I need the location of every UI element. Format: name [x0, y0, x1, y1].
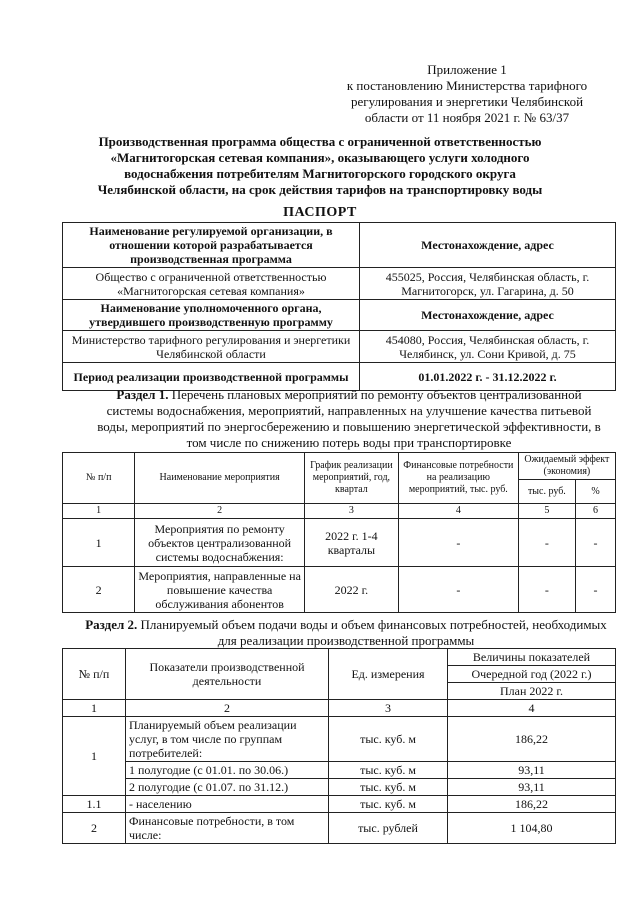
col-num: № п/п [63, 649, 126, 700]
section1-heading [96, 387, 602, 451]
table-row-unit: тыс. куб. м [329, 762, 448, 779]
appendix-line: области от 11 ноября 2021 г. № 63/37 [364, 110, 570, 125]
col-number: 6 [575, 504, 615, 519]
table-row-value: 186,22 [448, 717, 616, 762]
table-row-value: 186,22 [448, 796, 616, 813]
col-finance: Финансовые потребности на реализацию мероприятий, тыс. руб. [398, 453, 518, 504]
table-row-finance: - [398, 519, 518, 567]
document-title: Производственная программа общества с ограниченной ответственностью «Магнитогорская сетевая компания», оказывающего услуги холодного водоснабжения потребителям Магнитогорского городского округа Челябинской области, на срок действия тарифов на транспортировку воды [97, 134, 543, 197]
col-number: 3 [329, 700, 448, 717]
period-value: 01.01.2022 г. - 31.12.2022 г. [360, 363, 616, 391]
table-row-unit: тыс. рублей [329, 813, 448, 844]
col-number: 1 [63, 700, 126, 717]
authority-address: 454080, Россия, Челябинская область, г. Челябинск, ул. Сони Кривой, д. 75 [360, 331, 616, 363]
col-indicators: Показатели производственной деятельности [126, 649, 329, 700]
table-row-name: Мероприятия, направленные на повышение качества обслуживания абонентов [135, 567, 305, 613]
col-effect-rub: тыс. руб. [518, 480, 575, 504]
table-row-name: 2 полугодие (с 01.07. по 31.12.) [126, 779, 329, 796]
col-number: 4 [398, 504, 518, 519]
org-name: Общество с ограниченной ответственностью «Магнитогорская сетевая компания» [63, 268, 360, 300]
authority-name: Министерство тарифного регулирования и энергетики Челябинской области [63, 331, 360, 363]
section2-table [62, 648, 616, 844]
col-values: Величины показателей [448, 649, 616, 666]
authority-header: Наименование уполномоченного органа, утвердившего производственную программу [63, 300, 360, 331]
section1-table [62, 452, 616, 613]
table-row-name: Планируемый объем реализации услуг, в том числе по группам потребителей: [126, 717, 329, 762]
col-number: 1 [63, 504, 135, 519]
table-row-schedule: 2022 г. 1-4 кварталы [304, 519, 398, 567]
appendix-line: Приложение 1 [427, 62, 507, 77]
section2-number: Раздел 2. [85, 617, 138, 632]
col-effect: Ожидаемый эффект (экономия) [518, 453, 615, 480]
period-header: Период реализации производственной программы [63, 363, 360, 391]
col-next-year: Очередной год (2022 г.) [448, 666, 616, 683]
table-row-pct: - [575, 567, 615, 613]
section2-heading [76, 617, 616, 649]
table-row-unit: тыс. куб. м [329, 796, 448, 813]
col-number: 2 [135, 504, 305, 519]
appendix-line: к постановлению Министерства тарифного [346, 78, 588, 93]
col-number: 2 [126, 700, 329, 717]
table-row-unit: тыс. куб. м [329, 779, 448, 796]
table-row-value: 93,11 [448, 779, 616, 796]
table-row-name: Мероприятия по ремонту объектов централизованной системы водоснабжения: [135, 519, 305, 567]
col-unit: Ед. измерения [329, 649, 448, 700]
table-row-value: 93,11 [448, 762, 616, 779]
table-row-name: - населению [126, 796, 329, 813]
appendix-line: регулирования и энергетики Челябинской [350, 94, 584, 109]
table-row-name: 1 полугодие (с 01.01. по 30.06.) [126, 762, 329, 779]
table-row-value: 1 104,80 [448, 813, 616, 844]
section1-text: Перечень плановых мероприятий по ремонту объектов централизованной системы водоснабжения, мероприятий, направленных на улучшение качества питьевой воды, мероприятий по энергосбережению и повышению энергетической эффективности, в том числе по снижению потерь воды при транспортировке [97, 387, 601, 450]
table-row-unit: тыс. куб. м [329, 717, 448, 762]
table-row-num: 2 [63, 813, 126, 844]
table-row-num: 1 [63, 519, 135, 567]
col-number: 3 [304, 504, 398, 519]
col-schedule: График реализации мероприятий, год, квартал [304, 453, 398, 504]
org-address: 455025, Россия, Челябинская область, г. Магнитогорск, ул. Гагарина, д. 50 [360, 268, 616, 300]
table-row-rub: - [518, 567, 575, 613]
section1-number: Раздел 1. [116, 387, 169, 402]
table-row-num: 2 [63, 567, 135, 613]
location-header: Местонахождение, адрес [360, 223, 616, 268]
table-row-pct: - [575, 519, 615, 567]
table-row-num: 1 [63, 717, 126, 796]
col-name: Наименование мероприятия [135, 453, 305, 504]
table-row-rub: - [518, 519, 575, 567]
table-row-num: 1.1 [63, 796, 126, 813]
col-number: 5 [518, 504, 575, 519]
authority-location-header: Местонахождение, адрес [360, 300, 616, 331]
passport-table [62, 222, 616, 391]
table-row-schedule: 2022 г. [304, 567, 398, 613]
table-row-name: Финансовые потребности, в том числе: [126, 813, 329, 844]
passport-heading: ПАСПОРТ [283, 205, 357, 220]
section2-text: Планируемый объем подачи воды и объем финансовых потребностей, необходимых для реализации производственной программы [137, 617, 607, 648]
org-header: Наименование регулируемой организации, в отношении которой разрабатывается производственная программа [63, 223, 360, 268]
table-row-finance: - [398, 567, 518, 613]
col-effect-pct: % [575, 480, 615, 504]
col-plan: План 2022 г. [448, 683, 616, 700]
appendix-note [322, 62, 612, 126]
col-num: № п/п [63, 453, 135, 504]
col-number: 4 [448, 700, 616, 717]
